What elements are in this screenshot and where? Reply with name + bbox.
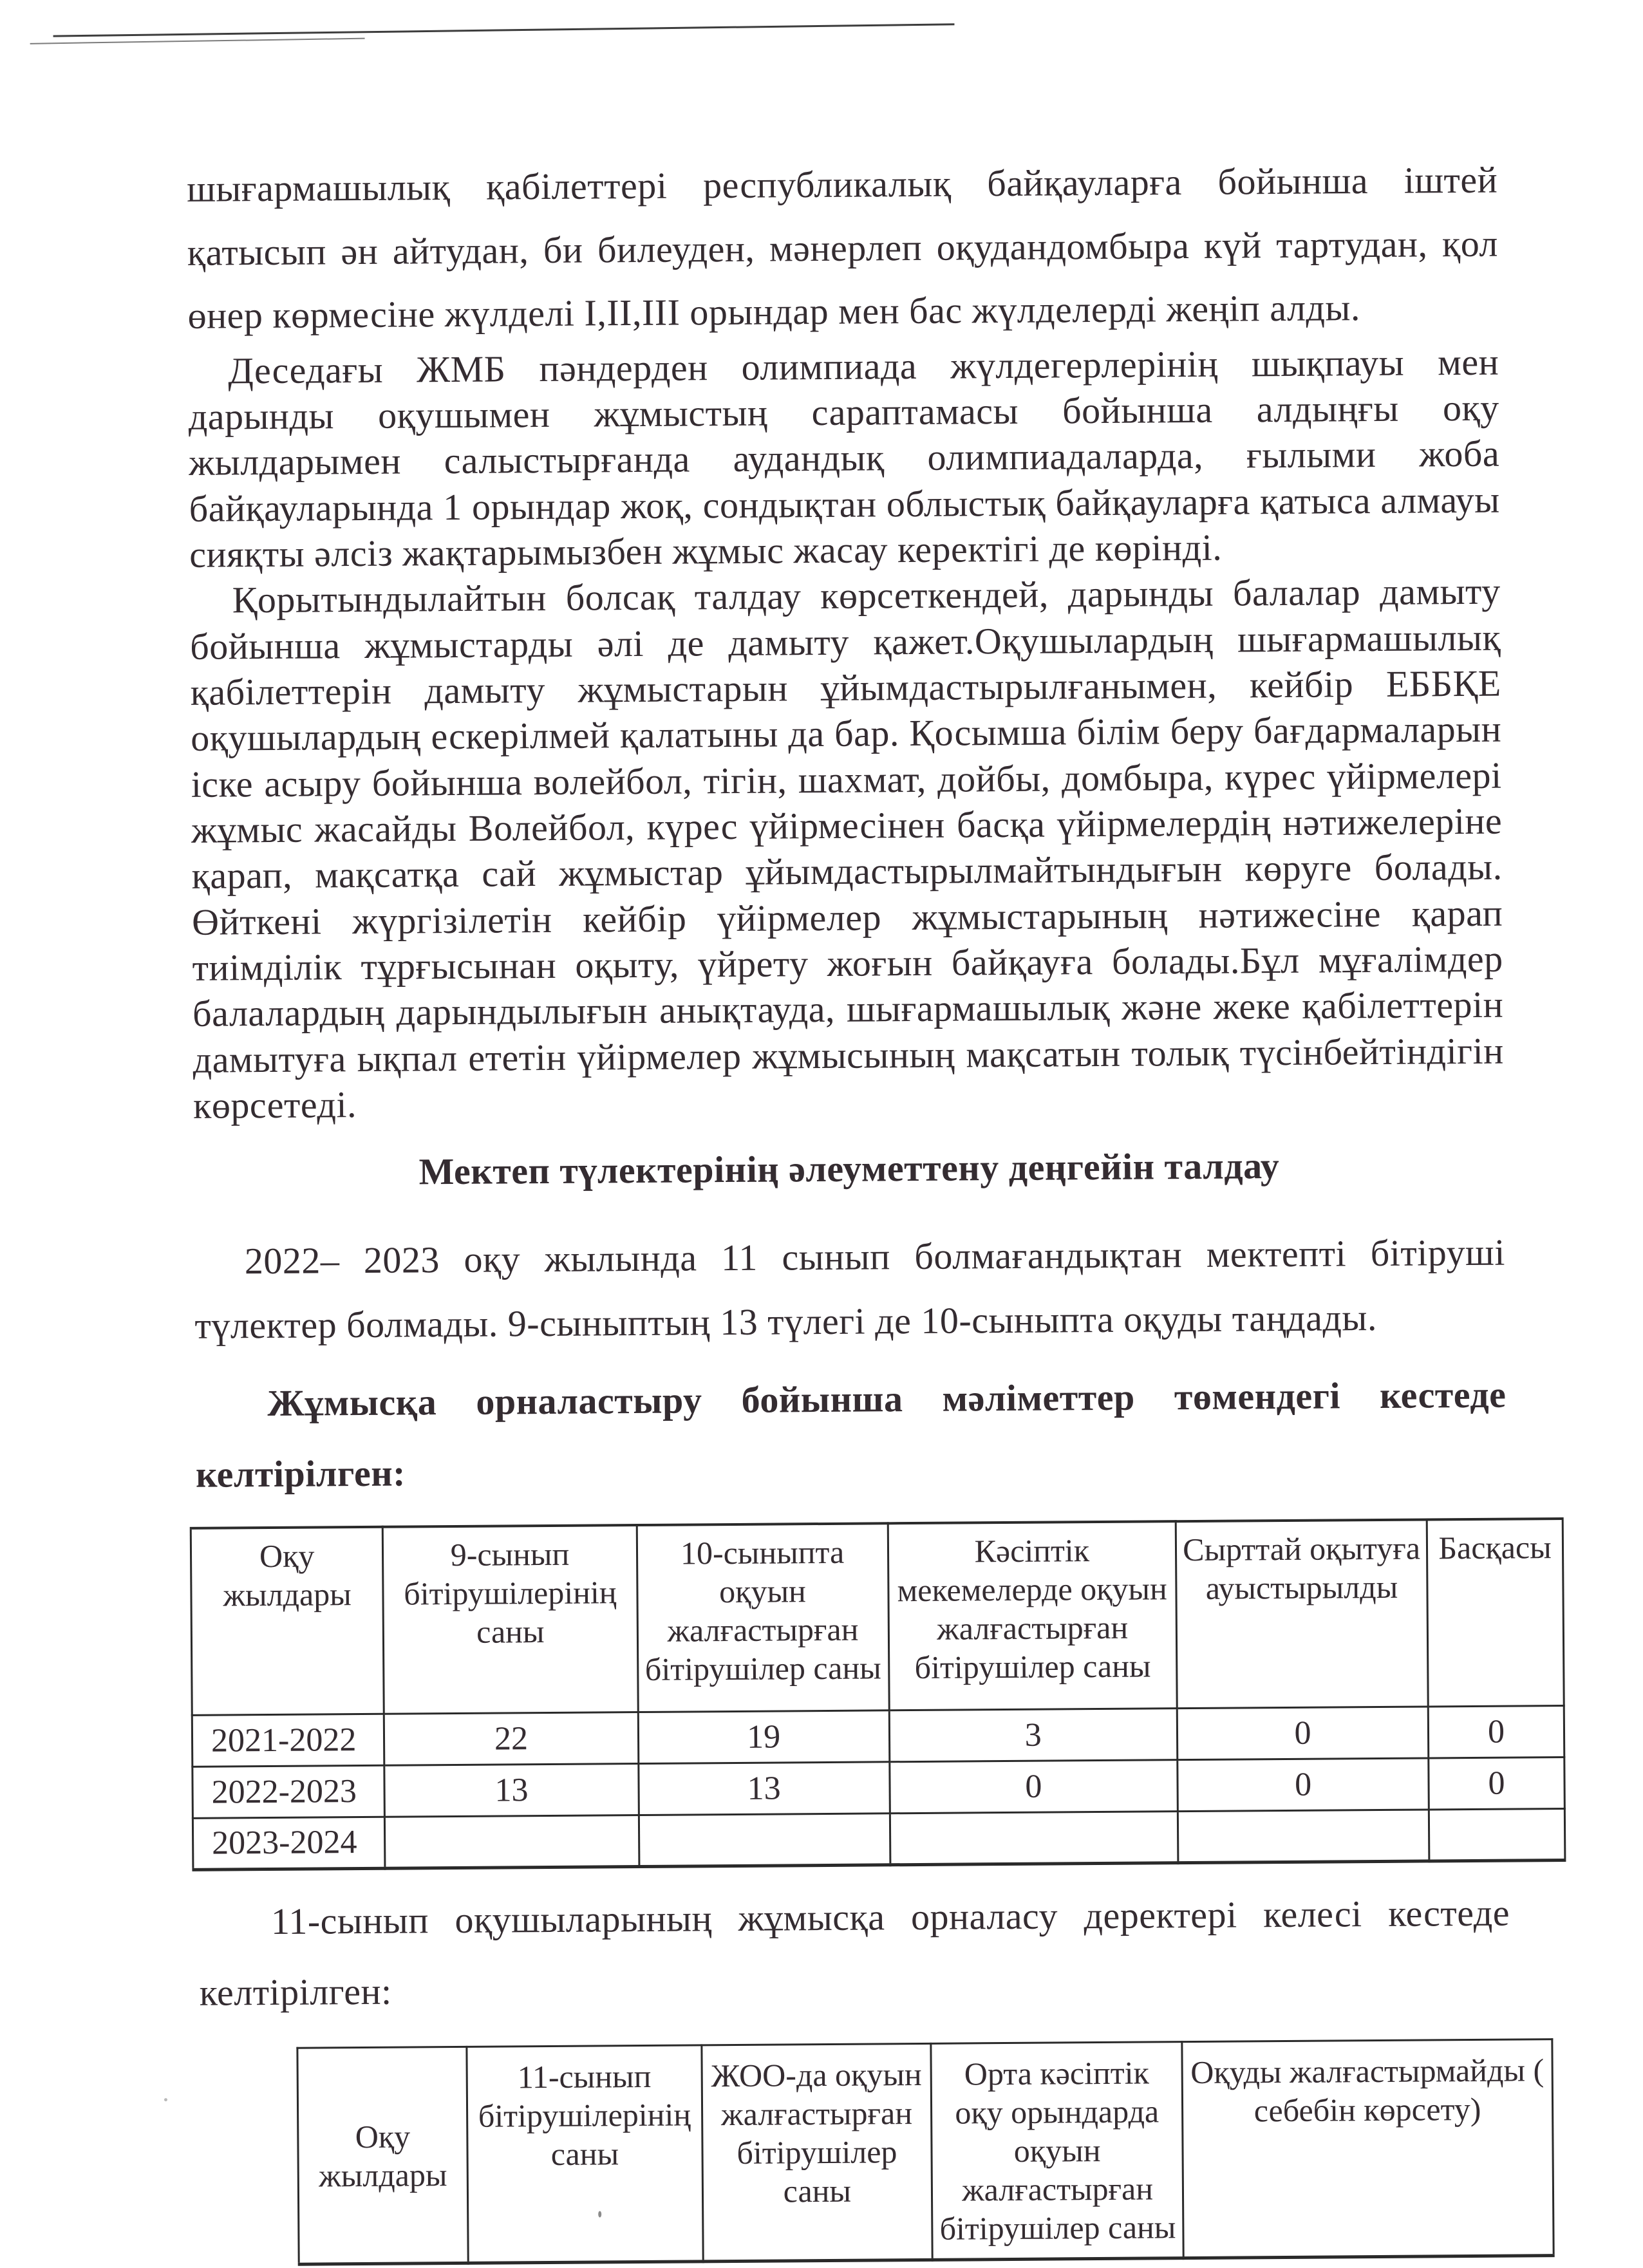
- table-cell: 0: [1429, 1757, 1565, 1809]
- scan-artifact-line-2: [30, 38, 365, 44]
- table-header-cell: Оқу жылдары: [191, 1527, 384, 1715]
- table-cell: [890, 1811, 1178, 1864]
- table-cell: 2023-2024: [192, 1817, 385, 1870]
- table-cell: [385, 1815, 639, 1868]
- table-row: [192, 1808, 1565, 1870]
- paragraph-creative-abilities: шығармашылық қабілеттері республикалық байқауларға бойынша іштей қатысып ән айтудан, би билеуден, мәнерлеп оқудандомбыра күй тартудан, қол өнер көрмесіне жүлделі І,ІІ,ІІІ орындар мен бас жүлделерді жеңіп алды.: [186, 158, 1499, 337]
- table-grade11-placement: [296, 2038, 1554, 2266]
- table-cell: 0: [1178, 1758, 1429, 1812]
- table-cell: 19: [638, 1710, 890, 1764]
- table-header-cell: Кәсіптік мекемелерде оқуын жалғастырған бітірушілер саны: [888, 1521, 1178, 1710]
- table-header-cell: Оқу жылдары: [297, 2047, 468, 2264]
- section-heading: Мектеп түлектерінің әлеуметтену деңгейін талдау: [418, 1145, 1280, 1193]
- table-cell: [1178, 1810, 1429, 1863]
- paragraph-year-2022-2023: 2022– 2023 оқу жылында 11 сынып болмағандықтан мектепті бітіруші түлектер болмады. 9-сыныптың 13 түлегі де 10-сыныпта оқуды таңдады.: [194, 1231, 1506, 1347]
- table-header-cell: 10-сыныпта оқуын жалғастырған бітірушілер саны: [637, 1524, 889, 1712]
- table-header-cell: Сырттай оқытуға ауыстырылды: [1176, 1520, 1428, 1709]
- table-cell: 3: [889, 1708, 1178, 1761]
- scan-speck: [164, 2098, 167, 2101]
- table-cell: [1429, 1808, 1565, 1860]
- table-cell: [639, 1813, 890, 1867]
- table-row: [192, 1705, 1564, 1767]
- table-cell: 0: [889, 1759, 1178, 1813]
- paragraph-olympiad-analysis: Деседағы ЖМБ пәндерден олимпиада жүлдегерлерінің шықпауы мен дарынды оқушымен жұмыстың сараптамасы бойынша алдыңғы оқу жылдарымен салыстырғанда аудандық олимпиадаларда, ғылыми жоба байқауларында 1 орындар жоқ, сондықтан облыстық байқауларға қатыса алмауы сияқты әлсіз жақтарымызбен жұмыс жасау керектігі де көрінді.: [188, 341, 1500, 576]
- table-cell: 22: [384, 1712, 639, 1765]
- table-grade9-placement: [190, 1517, 1566, 1871]
- table-cell: 13: [638, 1762, 890, 1815]
- table-header-cell: 11-сынып бітірушілерінің саны: [467, 2045, 703, 2263]
- scan-speck: [598, 2211, 601, 2217]
- table-header-row: [297, 2039, 1554, 2265]
- table-header-cell: Оқуды жалғастырмайды ( себебін көрсету): [1182, 2039, 1554, 2258]
- table-cell: 2022-2023: [192, 1765, 385, 1818]
- table-header-row: [191, 1519, 1564, 1715]
- table-header-cell: Басқасы: [1427, 1519, 1564, 1706]
- table-cell: 0: [1428, 1705, 1564, 1757]
- table-cell: 2021-2022: [192, 1714, 384, 1767]
- paragraph-conclusion: Қорытындылайтын болсақ талдау көрсеткендей, дарынды балалар дамыту бойынша жұмыстарды әлі де дамыту қажет.Оқушылардың шығармашылық қабілеттерін дамыту жұмыстарын ұйымдастырылғанымен, кейбір ЕББҚЕ оқушылардың ескерілмей қалатыны да бар. Қосымша білім беру бағдармаларын іске асыру бойынша волейбол, тігін, шахмат, дойбы, домбыра, күрес үйірмелері жұмыс жасайды Волейбол, күрес үйірмесінен басқа үйірмелердің нәтижелеріне қарап, мақсатқа сай жұмыстар ұйымдастырылмайтындығын көруге болады. Өйткені жүргізілетін кейбір үйірмелер жұмыстарының нәтижесіне қарап тиімділік тұрғысынан оқыту, үйрету жоғын байқауға болады.Бұл мұғалімдер балалардың дарындылығын анықтауда, шығармашылық және жеке қабілеттерін дамытуға ықпал ететін үйірмелер жұмысының мақсатын толық түсінбейтіндігін көрсетеді.: [189, 570, 1504, 1127]
- scan-artifact-line: [53, 23, 955, 37]
- paragraph-employment-intro: Жұмысқа орналастыру бойынша мәліметтер төмендегі кестеде келтірілген:: [195, 1373, 1507, 1495]
- table-cell: 0: [1177, 1707, 1429, 1760]
- table-cell: 13: [384, 1763, 639, 1817]
- table-header-cell: Орта кәсіптік оқу орындарда оқуын жалғастырған бітірушілер саны: [931, 2042, 1183, 2260]
- paragraph-grade11-intro: 11-сынып оқушыларының жұмысқа орналасу деректері келесі кестеде келтірілген:: [199, 1891, 1510, 2014]
- table-header-cell: 9-сынып бітірушілерінің саны: [383, 1525, 638, 1714]
- table-header-cell: ЖОО-да оқуын жалғастырған бітірушілер саны: [701, 2043, 932, 2261]
- table-row: [192, 1757, 1565, 1818]
